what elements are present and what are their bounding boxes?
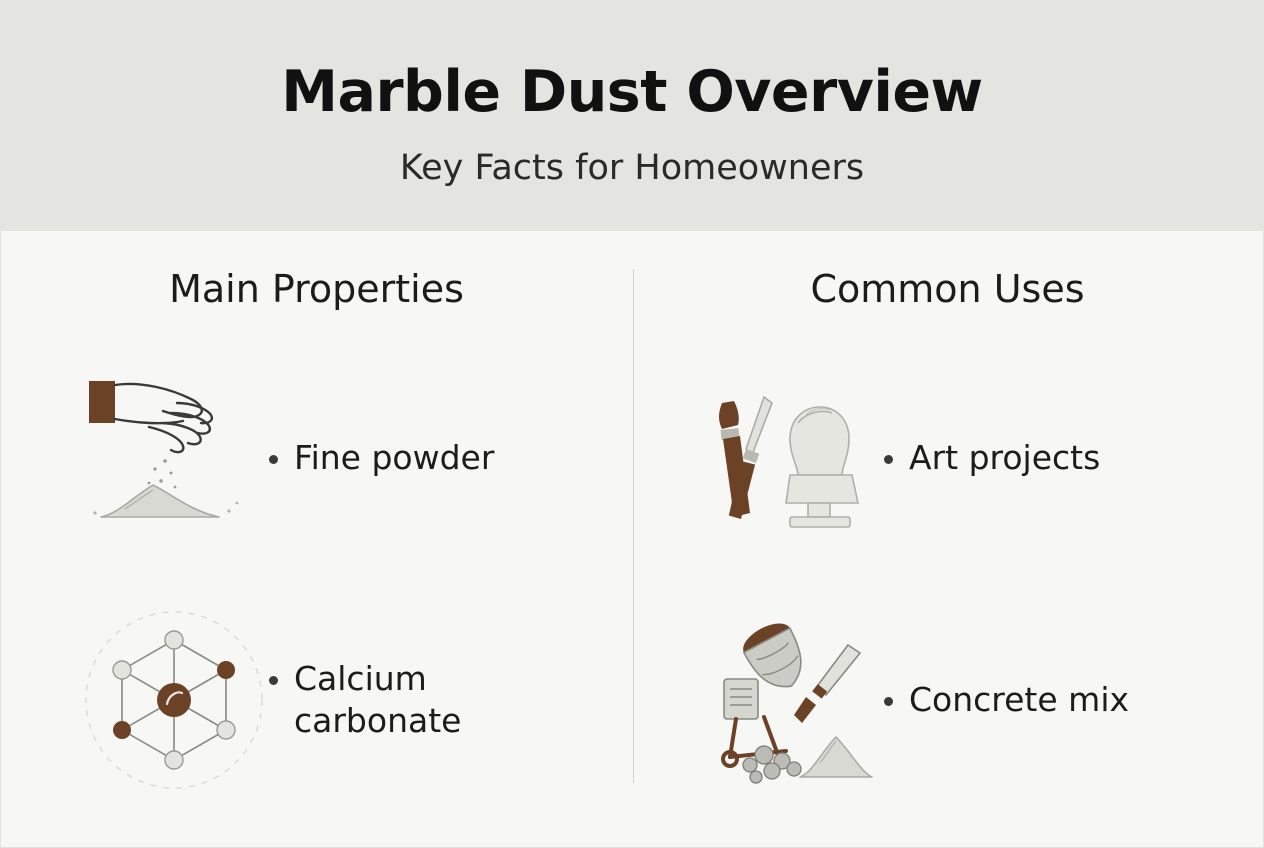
list-item-label: Art projects: [909, 437, 1101, 477]
header: [1, 1, 1263, 231]
list-item-label: Fine powder: [294, 437, 495, 477]
column-common-uses: [632, 231, 1263, 847]
list-item-text-wrapper: [269, 658, 569, 742]
content-body: [1, 231, 1263, 847]
hand-pouring-powder-icon: [79, 363, 269, 553]
list-item-label: Concrete mix: [909, 679, 1130, 719]
list-item: [632, 363, 1263, 553]
bullet-icon: [884, 697, 893, 706]
bullet-icon: [269, 455, 278, 464]
page-title: Marble Dust Overview: [281, 58, 983, 125]
list-item-label: Calcium carbonate: [294, 658, 462, 740]
column-main-properties: [1, 231, 632, 847]
list-item-text-wrapper: [269, 437, 494, 479]
column-title-common-uses: Common Uses: [810, 267, 1085, 311]
cement-mixer-icon: [694, 605, 884, 795]
list-item: [632, 605, 1263, 795]
column-title-main-properties: Main Properties: [169, 267, 464, 311]
paintbrush-sculpture-icon: [694, 363, 884, 553]
list-item-text-wrapper: [884, 679, 1129, 721]
bullet-icon: [884, 455, 893, 464]
molecule-structure-icon: [79, 605, 269, 795]
list-item: [1, 605, 632, 795]
list-item-text-wrapper: [884, 437, 1100, 479]
list-item: [1, 363, 632, 553]
bullet-icon: [269, 676, 278, 685]
column-divider: [633, 269, 634, 783]
page-subtitle: Key Facts for Homeowners: [399, 147, 865, 188]
